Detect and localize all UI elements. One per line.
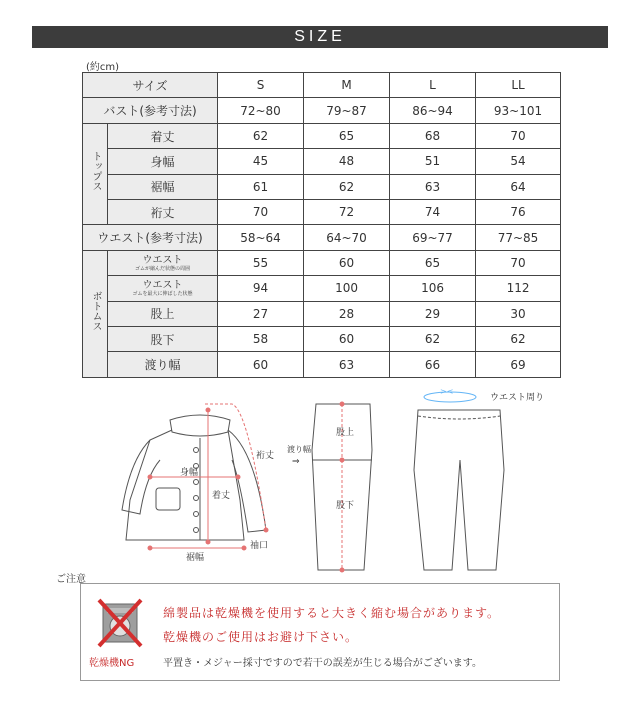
cell: 60 [304, 327, 390, 352]
cell: 70 [476, 250, 561, 275]
cell: 112 [476, 276, 561, 301]
cell: 76 [476, 200, 561, 225]
cell: 63 [390, 174, 476, 199]
cell: 48 [304, 149, 390, 174]
cell: 30 [476, 301, 561, 326]
unit-note: (約cm) [86, 62, 120, 73]
cell: 58 [218, 327, 304, 352]
label-waist-around: ウエスト周り [490, 393, 545, 403]
table-row [83, 301, 561, 326]
header-m: M [304, 73, 390, 98]
cell: 55 [218, 250, 304, 275]
row-label-sub: ゴムを最大に伸ばした状態 [132, 290, 193, 297]
cell: 70 [476, 123, 561, 148]
cell: 68 [390, 123, 476, 148]
category-bottoms-label: ボトムス [90, 290, 101, 331]
row-label: 裾幅 [108, 174, 218, 199]
label-sodeguchi: 袖口 [250, 541, 269, 551]
row-label: 裄丈 [108, 200, 218, 225]
cell: 66 [390, 352, 476, 378]
table-row [83, 352, 561, 378]
cell: 70 [218, 200, 304, 225]
cell: 69~77 [390, 225, 476, 250]
cell: 72~80 [218, 98, 304, 123]
row-label-main: ウエスト [142, 254, 183, 266]
warning-line-2: 乾燥機のご使用はお避け下さい。 [163, 630, 359, 644]
cell: 94 [218, 276, 304, 301]
table-row [83, 225, 561, 250]
cell: 62 [476, 327, 561, 352]
row-label: 渡り幅 [108, 352, 218, 378]
notes-heading: ご注意 [56, 574, 86, 585]
cell: 27 [218, 301, 304, 326]
label-watarihaba: 渡り幅 [287, 445, 311, 454]
cell: 106 [390, 276, 476, 301]
row-label [108, 276, 218, 301]
row-label-waist: ウエスト(参考寸法) [83, 225, 218, 250]
table-row [83, 174, 561, 199]
svg-text:><: >< [440, 387, 454, 396]
table-row [83, 123, 561, 148]
cell: 93~101 [476, 98, 561, 123]
row-label-sub: ゴムが縮んだ状態の周囲 [135, 265, 191, 272]
category-tops-label: トップス [90, 151, 101, 192]
label-susohaba: 裾幅 [186, 553, 205, 563]
cell: 100 [304, 276, 390, 301]
ng-label: 乾燥機NG [89, 658, 135, 669]
header-size: サイズ [83, 73, 218, 98]
size-table [82, 72, 561, 378]
category-tops [83, 123, 108, 225]
row-label [108, 250, 218, 275]
table-row [83, 250, 561, 275]
table-row [83, 276, 561, 301]
cell: 79~87 [304, 98, 390, 123]
label-kitake: 着丈 [212, 491, 231, 501]
category-bottoms [83, 250, 108, 377]
cell: 64 [476, 174, 561, 199]
cell: 62 [304, 174, 390, 199]
cell: 86~94 [390, 98, 476, 123]
row-label-bust: バスト(参考寸法) [83, 98, 218, 123]
measurement-diagram [0, 380, 640, 580]
no-dryer-icon [95, 596, 145, 650]
cell: 77~85 [476, 225, 561, 250]
label-mata-ue: 股上 [336, 428, 355, 438]
label-mata-shita: 股下 [336, 501, 355, 511]
row-label: 着丈 [108, 123, 218, 148]
notes-box [80, 583, 560, 681]
cell: 60 [218, 352, 304, 378]
arrow-icon: ⇒ [292, 457, 300, 467]
cell: 64~70 [304, 225, 390, 250]
cell: 65 [304, 123, 390, 148]
header-l: L [390, 73, 476, 98]
cell: 28 [304, 301, 390, 326]
cell: 63 [304, 352, 390, 378]
cell: 60 [304, 250, 390, 275]
cell: 65 [390, 250, 476, 275]
buttons [194, 448, 199, 533]
table-row [83, 149, 561, 174]
table-row [83, 327, 561, 352]
table-row [83, 98, 561, 123]
label-mihaba: 身幅 [180, 468, 199, 478]
cell: 58~64 [218, 225, 304, 250]
cell: 74 [390, 200, 476, 225]
header-ll: LL [476, 73, 561, 98]
size-title: SIZE [32, 26, 608, 48]
cell: 54 [476, 149, 561, 174]
table-header-row [83, 73, 561, 98]
label-yukitake: 裄丈 [256, 451, 275, 461]
cell: 29 [390, 301, 476, 326]
row-label: 股下 [108, 327, 218, 352]
waist-around-indicator [424, 387, 476, 402]
cell: 45 [218, 149, 304, 174]
warning-line-1: 綿製品は乾燥機を使用すると大きく縮む場合があります。 [163, 606, 501, 620]
row-label: 身幅 [108, 149, 218, 174]
row-label: 股上 [108, 301, 218, 326]
cell: 61 [218, 174, 304, 199]
row-label-main: ウエスト [142, 279, 183, 291]
cell: 51 [390, 149, 476, 174]
cell: 69 [476, 352, 561, 378]
cell: 62 [390, 327, 476, 352]
cell: 62 [218, 123, 304, 148]
header-s: S [218, 73, 304, 98]
top-measure-lines [148, 404, 268, 550]
pants-front-outline [414, 410, 504, 570]
cell: 72 [304, 200, 390, 225]
info-line: 平置き・メジャー採寸ですので若干の誤差が生じる場合がございます。 [163, 658, 482, 669]
table-row [83, 200, 561, 225]
